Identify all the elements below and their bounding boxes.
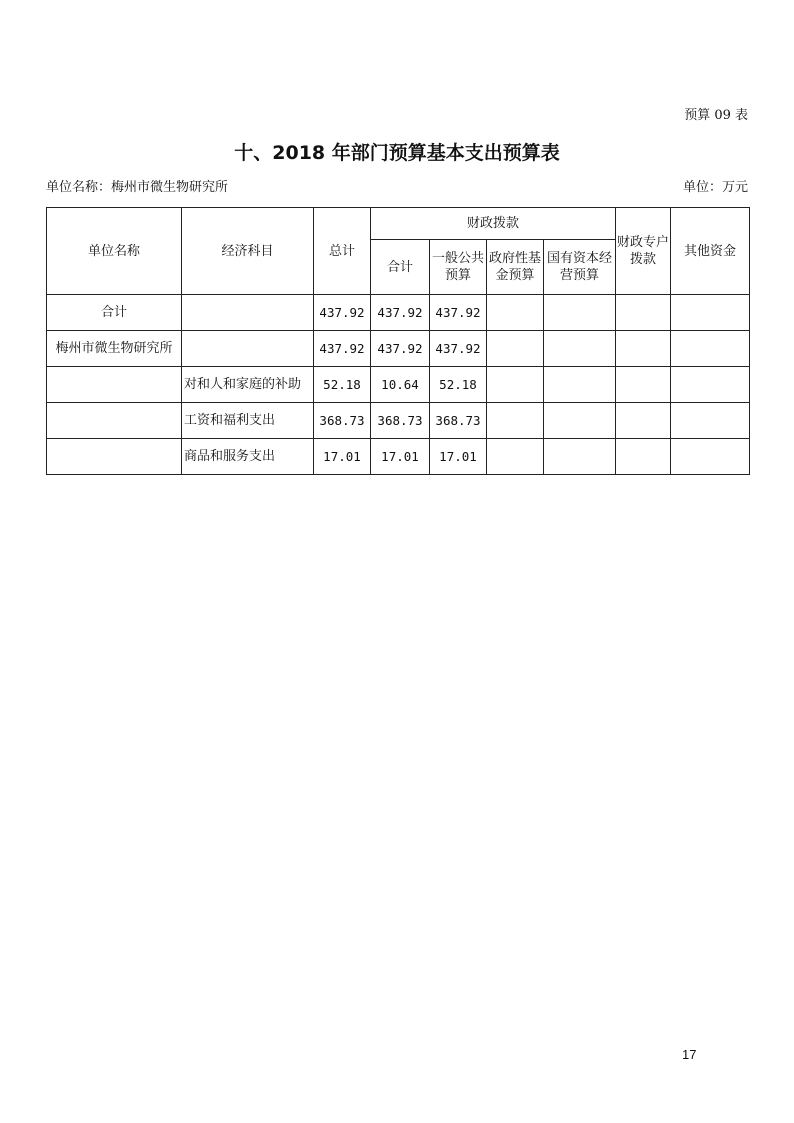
unit-name: 梅州市微生物研究所: [111, 180, 229, 195]
cell-state-capital: [544, 331, 616, 367]
header-state-capital: 国有资本经营预算: [544, 240, 616, 295]
unit-name-line: [46, 176, 228, 195]
page-title: 十、2018 年部门预算基本支出预算表: [234, 142, 560, 164]
cell-subject: [182, 295, 314, 331]
cell-fiscal-subtotal: 437.92: [371, 331, 430, 367]
cell-other-funds: [671, 331, 750, 367]
table-code: 预算 09 表: [684, 108, 748, 123]
cell-other-funds: [671, 367, 750, 403]
header-total: 总计: [314, 208, 371, 295]
header-unit-name: 单位名称: [47, 208, 182, 295]
cell-total: 17.01: [314, 439, 371, 475]
cell-unit: [47, 367, 182, 403]
cell-special-fiscal: [616, 367, 671, 403]
table-row: [47, 331, 750, 367]
cell-subject: [182, 331, 314, 367]
cell-fiscal-subtotal: 17.01: [371, 439, 430, 475]
cell-general-public: 437.92: [430, 331, 487, 367]
cell-gov-fund: [487, 439, 544, 475]
table-row: [47, 439, 750, 475]
header-special-fiscal: 财政专户拨款: [616, 208, 671, 295]
cell-unit: [47, 403, 182, 439]
cell-state-capital: [544, 403, 616, 439]
header-fiscal-subtotal: 合计: [371, 240, 430, 295]
cell-total: 437.92: [314, 295, 371, 331]
cell-subject: 商品和服务支出: [182, 439, 314, 475]
cell-gov-fund: [487, 403, 544, 439]
cell-total: 437.92: [314, 331, 371, 367]
cell-state-capital: [544, 439, 616, 475]
cell-unit: [47, 439, 182, 475]
cell-special-fiscal: [616, 295, 671, 331]
cell-fiscal-subtotal: 437.92: [371, 295, 430, 331]
cell-other-funds: [671, 295, 750, 331]
header-general-public: 一般公共预算: [430, 240, 487, 295]
unit-label: 单位名称：: [46, 180, 112, 195]
cell-fiscal-subtotal: 368.73: [371, 403, 430, 439]
table-row: [47, 295, 750, 331]
cell-general-public: 52.18: [430, 367, 487, 403]
cell-gov-fund: [487, 295, 544, 331]
cell-state-capital: [544, 295, 616, 331]
header-gov-fund: 政府性基金预算: [487, 240, 544, 295]
table-row: [47, 367, 750, 403]
cell-unit: 梅州市微生物研究所: [47, 331, 182, 367]
cell-other-funds: [671, 439, 750, 475]
budget-table: [46, 207, 750, 475]
cell-general-public: 368.73: [430, 403, 487, 439]
cell-special-fiscal: [616, 439, 671, 475]
header-other-funds: 其他资金: [671, 208, 750, 295]
cell-special-fiscal: [616, 403, 671, 439]
cell-total: 368.73: [314, 403, 371, 439]
header-fiscal-group: 财政拨款: [371, 208, 616, 240]
cell-subject: 工资和福利支出: [182, 403, 314, 439]
cell-unit: 合计: [47, 295, 182, 331]
cell-state-capital: [544, 367, 616, 403]
cell-fiscal-subtotal: 10.64: [371, 367, 430, 403]
cell-general-public: 437.92: [430, 295, 487, 331]
cell-subject: 对和人和家庭的补助: [182, 367, 314, 403]
cell-general-public: 17.01: [430, 439, 487, 475]
cell-gov-fund: [487, 331, 544, 367]
cell-gov-fund: [487, 367, 544, 403]
cell-other-funds: [671, 403, 750, 439]
cell-total: 52.18: [314, 367, 371, 403]
currency-unit: 单位：万元: [682, 180, 748, 195]
table-row: [47, 403, 750, 439]
page-number: 17: [682, 1047, 697, 1062]
header-econ-subject: 经济科目: [182, 208, 314, 295]
cell-special-fiscal: [616, 331, 671, 367]
